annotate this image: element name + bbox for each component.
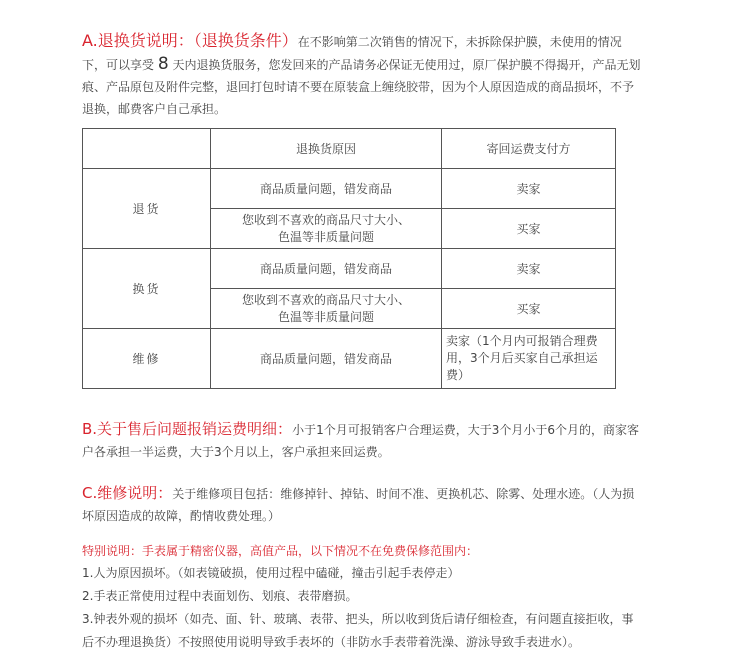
payer-cell: 卖家 [442, 249, 616, 289]
reason-line-1: 您收到不喜欢的商品尺寸大小、 [241, 292, 410, 307]
section-c-heading: C.维修说明： [82, 484, 173, 502]
section-c-text: 关于维修项目包括：维修掉针、掉钻、时间不准、更换机芯、除雾、处理水迹。（人为损坏原因造成的故障，酌情收费处理。） [82, 487, 635, 523]
table-row [83, 329, 616, 389]
special-notes-title: 特别说明：手表属于精密仪器，高值产品，以下情况不在免费保修范围内： [82, 544, 479, 558]
section-a-text-1: 在不影响第二次销售的情况下，未拆除保护膜，未使用的情况下，可以享受 [82, 35, 622, 72]
table-header-reason: 退换货原因 [211, 129, 442, 169]
payer-cell: 卖家（1个月内可报销合理费用，3个月后买家自己承担运费） [442, 329, 616, 389]
reason-cell: 商品质量问题，错发商品 [211, 329, 442, 389]
section-b [82, 418, 642, 463]
payer-cell: 买家 [442, 289, 616, 329]
section-a-days: 8 [157, 54, 169, 74]
list-item: 1.人为原因损坏。（如表镜破损，使用过程中磕碰，撞击引起手表停走） [82, 566, 460, 580]
reason-line-1: 您收到不喜欢的商品尺寸大小、 [241, 212, 410, 227]
section-c [82, 482, 642, 527]
table-header-row [83, 129, 616, 169]
section-a [82, 30, 642, 120]
special-notes-list [82, 562, 642, 654]
list-item: 3.钟表外观的损坏（如壳、面、针、玻璃、表带、把头，所以收到货后请仔细检查，有问题直接拒收，事后不办理退换货）不按照使用说明导致手表坏的（非防水手表带着洗澡、游泳导致手表进水）。 [82, 612, 634, 649]
reason-cell: 商品质量问题，错发商品 [211, 249, 442, 289]
return-policy-table [82, 128, 616, 389]
section-b-text: 小于1个月可报销客户合理运费，大于3个月小于6个月的，商家客户各承担一半运费，大于3个月以上，客户承担来回运费。 [82, 423, 639, 459]
payer-cell: 买家 [442, 209, 616, 249]
reason-line-2: 色温等非质量问题 [277, 309, 374, 324]
category-return: 退货 [83, 169, 211, 249]
section-a-heading: A.退换货说明：（退换货条件） [82, 31, 298, 50]
reason-cell [211, 289, 442, 329]
table-header-payer: 寄回运费支付方 [442, 129, 616, 169]
payer-cell: 卖家 [442, 169, 616, 209]
category-exchange: 换货 [83, 249, 211, 329]
section-b-heading: B.关于售后问题报销运费明细： [82, 420, 293, 438]
table-row [83, 169, 616, 209]
list-item: 2.手表正常使用过程中表面划伤、划痕、表带磨损。 [82, 589, 358, 603]
reason-cell [211, 209, 442, 249]
section-a-text-2: 天内退换货服务，您发回来的产品请务必保证无使用过，原厂保护膜不得揭开，产品无划痕、产品原包及附件完整，退回打包时请不要在原装盒上缠绕胶带，因为个人原因造成的商品损坏，不予退换，邮费客户自己承担。 [82, 58, 641, 116]
reason-line-2: 色温等非质量问题 [277, 229, 374, 244]
table-row [83, 249, 616, 289]
reason-cell: 商品质量问题，错发商品 [211, 169, 442, 209]
category-repair: 维修 [83, 329, 211, 389]
table-header-empty [83, 129, 211, 169]
